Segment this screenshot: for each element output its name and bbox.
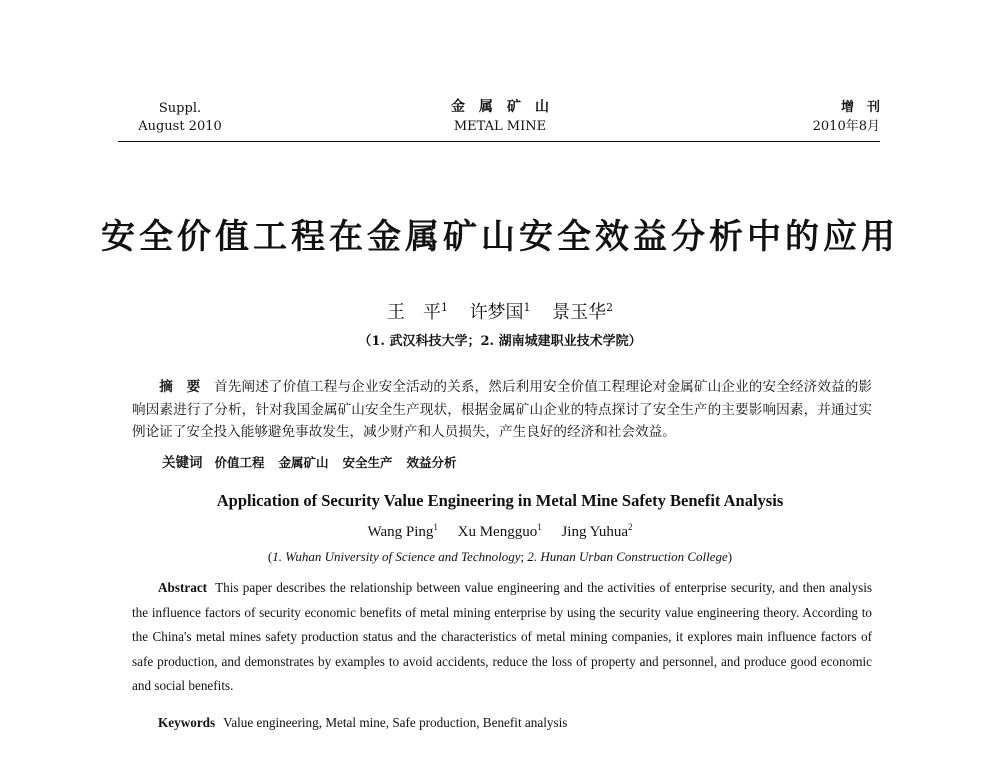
author-cn: 许梦国$^1$ — [469, 301, 531, 323]
keyword-cn: 价值工程 — [214, 455, 265, 470]
keyword-cn: 金属矿山 — [278, 455, 329, 470]
header-supplement-cn: 增 刊 — [840, 100, 880, 115]
keywords-en-label: Keywords — [158, 715, 216, 730]
keyword-cn: 安全生产 — [342, 455, 393, 470]
abstract-cn-text: 首先阐述了价值工程与企业安全活动的关系，然后利用安全价值工程理论对金属矿山企业的安全经济效益的影响因素进行了分析，针对我国金属矿山安全生产现状，根据金属矿山企业的特点探讨了安全生产的主要影响因素，并通过实例论证了安全投入能够避免事故发生，减少财产和人员损失，产生良好的经济和社会效益。 — [132, 379, 873, 440]
paper-title-cn: 安全价值工程在金属矿山安全效益分析中的应用 — [101, 217, 899, 257]
abstract-cn — [132, 376, 872, 444]
authors-en — [0, 524, 1000, 541]
abstract-cn-label: 摘 要 — [159, 379, 201, 395]
author-cn: 景玉华$^2$ — [552, 301, 614, 323]
journal-name-en: METAL MINE — [453, 119, 547, 134]
author-en: Wang Ping$^1$ — [367, 522, 438, 540]
author-cn: 王 平$^1$ — [386, 301, 448, 323]
header-rule — [118, 141, 880, 142]
header-date-en: August 2010 — [138, 119, 222, 134]
abstract-en-label: Abstract — [158, 580, 208, 595]
keyword-cn: 效益分析 — [406, 455, 457, 470]
keywords-cn — [132, 452, 902, 474]
header-suppl: Suppl. — [158, 101, 202, 116]
keywords-cn-label: 关键词 — [162, 455, 203, 471]
affiliations-en: (1. Wuhan University of Science and Technology; 2. Hunan Urban Construction College) — [267, 549, 733, 564]
author-en: Jing Yuhua$^2$ — [561, 522, 633, 540]
author-en: Xu Mengguo$^1$ — [457, 522, 542, 540]
affiliation-en: 2. Hunan Urban Construction College — [527, 549, 728, 564]
affiliations-cn: （1. 武汉科技大学；2. 湖南城建职业技术学院） — [358, 334, 642, 349]
authors-cn — [0, 298, 1000, 324]
paper-title-en: Application of Security Value Engineering in Metal Mine Safety Benefit Analysis — [216, 491, 784, 510]
abstract-en — [132, 576, 872, 699]
journal-name-cn: 金 属 矿 山 — [451, 99, 549, 115]
keywords-en — [132, 712, 898, 734]
abstract-en-text: This paper describes the relationship between value engineering and the activities of enterprise security, and then analysis the influence factors of security economic benefits of metal mining enterprise by using the security value engineering theory. According to the China's metal mines safety production status and the characteristics of metal mining companies, it explores main influence factors of safe production, and demonstrates by examples to avoid accidents, reduce the loss of property and personnel, and produce good economic and social benefits. — [132, 580, 872, 694]
keywords-en-text: Value engineering, Metal mine, Safe production, Benefit analysis — [223, 715, 568, 730]
affiliation-en: 1. Wuhan University of Science and Technology — [272, 549, 521, 564]
header-date-cn: 2010年8月 — [812, 119, 880, 134]
